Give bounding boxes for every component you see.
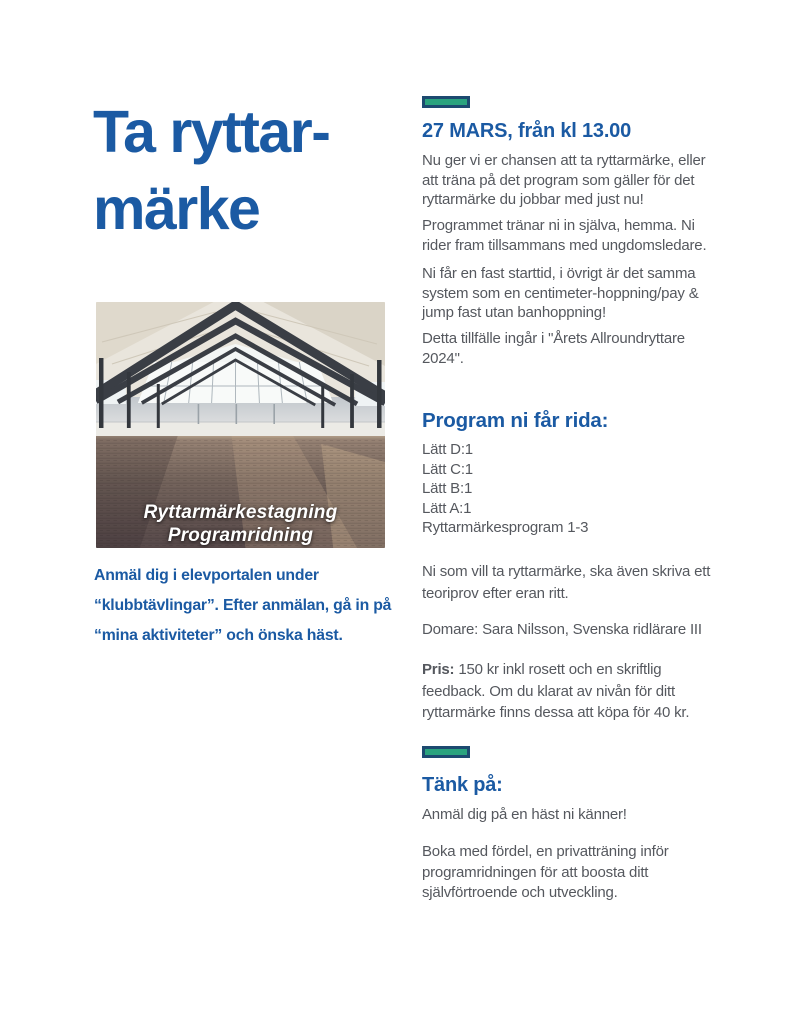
program-heading: Program ni får rida:	[422, 409, 609, 432]
photo-caption: Ryttarmärkestagning Programridning	[143, 502, 338, 546]
judge-line: Domare: Sara Nilsson, Svenska ridlärare III	[422, 621, 702, 638]
price-line-3: ryttarmärke finns dessa att köpa för 40 kr.	[422, 704, 690, 721]
arena-photo	[96, 302, 385, 548]
accent-bar-bottom	[422, 746, 470, 758]
price-line-1	[422, 659, 689, 681]
booking-advice: Boka med fördel, en privatträning inför programridningen för att boosta ditt självförtroende och utveckling.	[422, 843, 669, 901]
intro-paragraph-3: Ni får en fast starttid, i övrigt är det samma system som en centimeter-hoppning/pay & jump fast utan banhoppning!	[422, 265, 699, 321]
event-date-heading: 27 MARS, från kl 13.00	[422, 120, 632, 142]
intro-paragraph-4: Detta tillfälle ingår i "Årets Allroundryttare 2024".	[422, 330, 685, 367]
price-line-2: feedback. Om du klarat av nivån för ditt	[422, 682, 675, 700]
price-info	[422, 659, 689, 724]
signup-instructions: Anmäl dig i elevportalen under “klubbtävlingar”. Efter anmälan, gå in på “mina aktiviteter” och önska häst.	[94, 567, 392, 644]
theory-note: Ni som vill ta ryttarmärke, ska även skriva ett teoriprov efter eran ritt.	[422, 563, 711, 602]
accent-bar-top	[422, 96, 470, 108]
reminder-heading: Tänk på:	[422, 774, 503, 796]
program-list: Lätt D:1 Lätt C:1 Lätt B:1 Lätt A:1 Ryttarmärkesprogram 1-3	[422, 441, 589, 536]
page-title: Ta ryttar- märke	[93, 99, 330, 242]
price-label: Pris:	[422, 661, 455, 678]
intro-paragraph-2: Programmet tränar ni in själva, hemma. Ni rider fram tillsammans med ungdomsledare.	[422, 217, 707, 254]
intro-paragraph-1: Nu ger vi er chansen att ta ryttarmärke, eller att träna på det program som gäller för det ryttarmärke du jobbar med just nu!	[422, 152, 706, 208]
price-line-1-rest: 150 kr inkl rosett och en skriftlig	[454, 661, 662, 678]
reminder-line: Anmäl dig på en häst ni känner!	[422, 806, 627, 823]
